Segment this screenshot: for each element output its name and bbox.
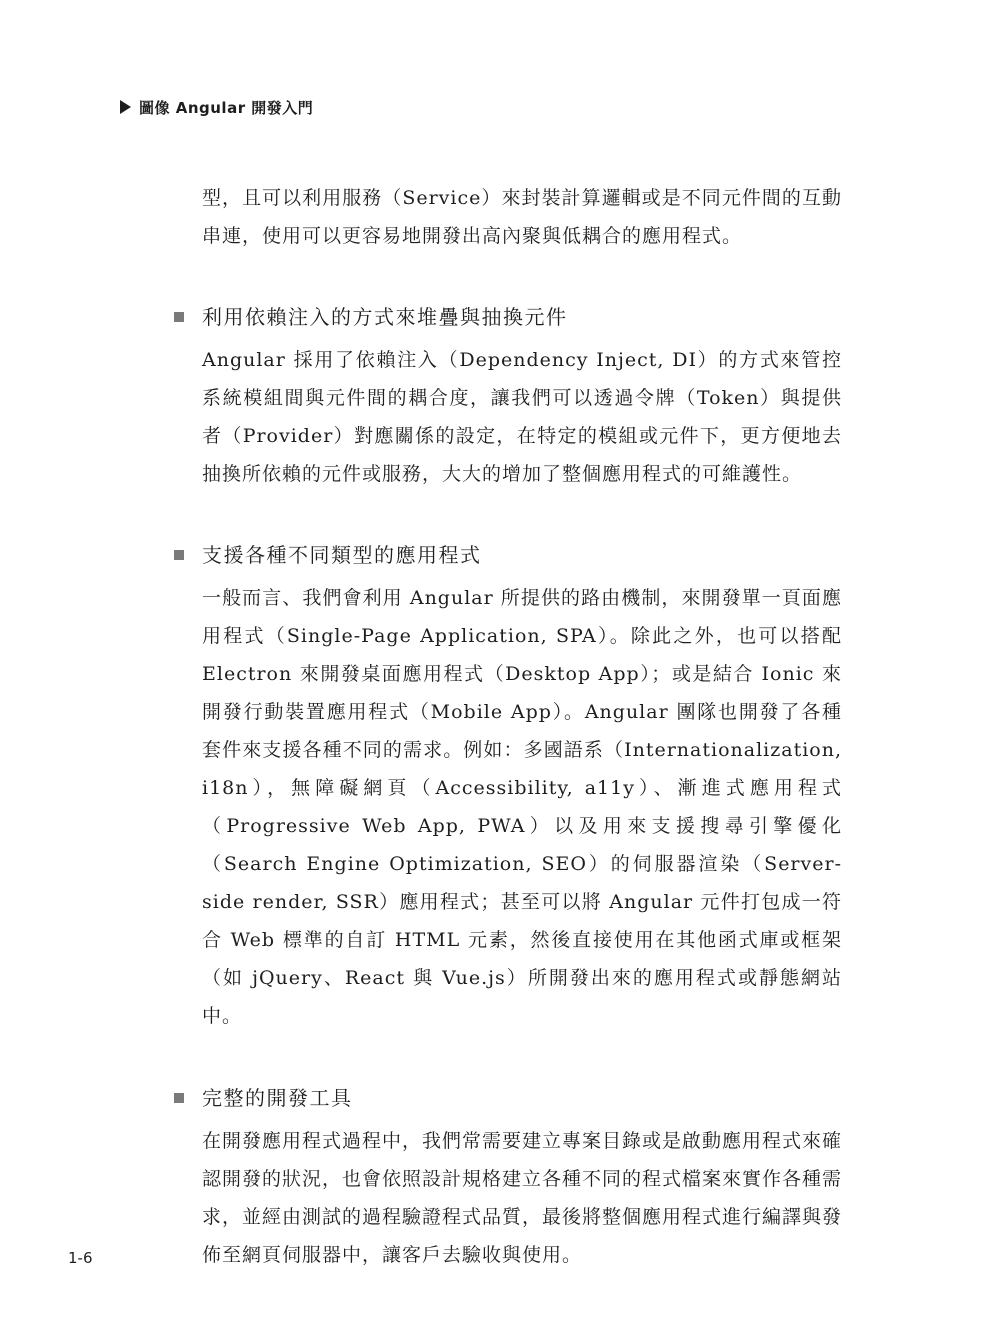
page-number: 1-6: [68, 1249, 93, 1267]
square-bullet-icon: [174, 550, 184, 560]
section-heading: [202, 298, 842, 336]
triangle-arrow-icon: [120, 100, 131, 114]
running-header: [120, 96, 313, 118]
section-body: 一般而言、我們會利用 Angular 所提供的路由機制，來開發單一頁面應用程式（Single-Page Application, SPA）。除此之外，也可以搭配 Electron 來開發桌面應用程式（Desktop App）；或是結合 Ionic 來開發行動裝置應用程式（Mobile App）。Angular 團隊也開發了各種套件來支援各種不同的需求。例如：多國語系（Internationalization, i18n），無障礙網頁（Accessibility, a11y）、漸進式應用程式（Progressive Web App, PWA）以及用來支援搜尋引擎優化（Search Engine Optimization, SEO）的伺服器渲染（Server-side render, SSR）應用程式；甚至可以將 Angular 元件打包成一符合 Web 標準的自訂 HTML 元素，然後直接使用在其他函式庫或框架（如 jQuery、React 與 Vue.js）所開發出來的應用程式或靜態網站中。: [202, 587, 842, 1027]
section-application-types: [202, 536, 842, 1035]
section-body: 在開發應用程式過程中，我們常需要建立專案目錄或是啟動應用程式來確認開發的狀況，也會依照設計規格建立各種不同的程式檔案來實作各種需求，並經由測試的過程驗證程式品質，最後將整個應用程式進行編譯與發佈至網頁伺服器中，讓客戶去驗收與使用。: [202, 1130, 843, 1266]
section-dependency-injection: [202, 298, 842, 493]
section-heading-text: 支援各種不同類型的應用程式: [202, 543, 482, 567]
book-title: 圖像 Angular 開發入門: [139, 98, 314, 117]
section-heading: [202, 1079, 842, 1117]
square-bullet-icon: [174, 1093, 184, 1103]
section-body: Angular 採用了依賴注入（Dependency Inject, DI）的方式來管控系統模組間與元件間的耦合度，讓我們可以透過令牌（Token）與提供者（Provider）對應關係的設定，在特定的模組或元件下，更方便地去抽換所依賴的元件或服務，大大的增加了整個應用程式的可維護性。: [202, 349, 842, 485]
section-dev-tools: [202, 1079, 842, 1274]
page-content: [202, 179, 842, 1274]
section-heading: [202, 536, 842, 574]
section-heading-text: 完整的開發工具: [202, 1086, 353, 1110]
square-bullet-icon: [174, 312, 184, 322]
intro-paragraph: 型，且可以利用服務（Service）來封裝計算邏輯或是不同元件間的互動串連，使用可以更容易地開發出高內聚與低耦合的應用程式。: [202, 187, 842, 247]
section-heading-text: 利用依賴注入的方式來堆疊與抽換元件: [202, 305, 568, 329]
